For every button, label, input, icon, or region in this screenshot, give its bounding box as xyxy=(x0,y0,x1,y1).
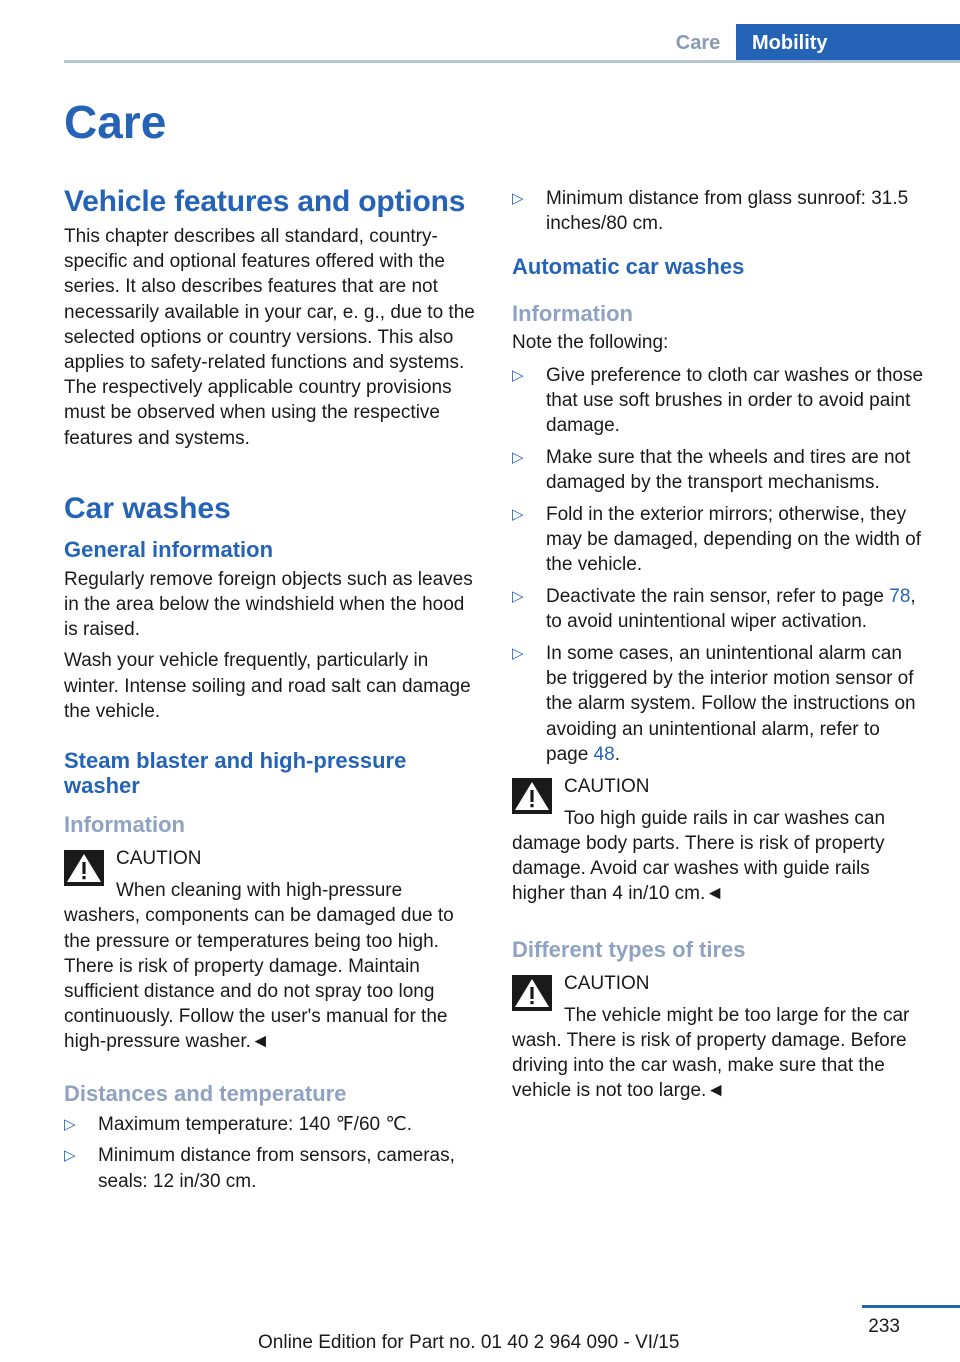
heading-information-2: Information xyxy=(512,301,633,327)
triangle-bullet-icon: ▷ xyxy=(512,588,524,606)
tab-care[interactable]: Care xyxy=(660,24,736,62)
triangle-bullet-icon: ▷ xyxy=(512,190,524,207)
header-rule xyxy=(64,60,960,63)
page-title: Care xyxy=(64,96,167,148)
link-page-78[interactable]: 78 xyxy=(889,586,911,608)
tab-mobility[interactable]: Mobility xyxy=(736,24,960,62)
caution-body-2: Too high guide rails in car washes can damage body parts. There is risk of property damage. Avoid car washes with guide rails higher than 4 in/10 cm.◄ xyxy=(512,807,886,905)
heading-vehicle-features: Vehicle features and options xyxy=(64,185,466,218)
warning-triangle-icon xyxy=(64,850,104,886)
link-page-48[interactable]: 48 xyxy=(593,743,615,765)
caution-title-3: CAUTION xyxy=(564,972,650,994)
triangle-bullet-icon: ▷ xyxy=(512,366,524,384)
caution-box-high-pressure xyxy=(64,846,478,1055)
left-column xyxy=(64,180,478,1200)
list-item: ▷ In some cases, an unintentional alarm can be triggered by the interior motion sensor of the alarm system. Follow the instructions on avoiding an unintentional alarm, refer to page 48. xyxy=(512,643,916,765)
distance-list xyxy=(64,1112,478,1194)
list-item: ▷ Make sure that the wheels and tires are not damaged by the transport mechanisms. xyxy=(512,446,911,494)
footer-rule xyxy=(862,1305,960,1308)
list-item: ▷ Give preference to cloth car washes or those that use soft brushes in order to avoid paint damage. xyxy=(512,364,924,437)
warning-triangle-icon xyxy=(512,975,552,1011)
triangle-bullet-icon: ▷ xyxy=(64,1115,76,1133)
sunroof-list xyxy=(512,186,926,236)
footer-edition: Online Edition for Part no. 01 40 2 964 090 - VI/15 xyxy=(258,1332,680,1353)
triangle-bullet-icon: ▷ xyxy=(64,1147,76,1165)
paragraph-general-1: Regularly remove foreign objects such as leaves in the area below the windshield when the hood is raised. xyxy=(64,568,473,641)
triangle-bullet-icon: ▷ xyxy=(512,448,524,466)
heading-information-1: Information xyxy=(64,812,185,838)
caution-box-vehicle-size xyxy=(512,971,926,1104)
paragraph-features: This chapter describes all standard, country-specific and optional features offered with the series. It also describes features that are not necessarily available in your car, e. g., due to the selected options or country versions. This also applies to safety-related functions and systems. The respectively applicable country provisions must be observed when using the respective features and systems. xyxy=(64,226,475,449)
caution-title-1: CAUTION xyxy=(116,848,202,870)
triangle-bullet-icon: ▷ xyxy=(512,645,524,663)
caution-body-1: When cleaning with high-pressure washers, components can be damaged due to the pressure or temperatures being too high. There is risk of property damage. Maintain sufficient distance and do not spray too long continuously. Follow the user's manual for the high-pressure washer.◄ xyxy=(64,880,454,1053)
caution-title-2: CAUTION xyxy=(564,775,650,797)
caution-box-guide-rails xyxy=(512,774,926,907)
page-number: 233 xyxy=(868,1316,900,1337)
caution-body-3: The vehicle might be too large for the car wash. There is risk of property damage. Before driving into the car wash, make sure that the vehicle is not too large.◄ xyxy=(512,1004,910,1102)
list-item: ▷ Maximum temperature: 140 ℉/60 ℃. xyxy=(64,1112,478,1137)
heading-car-washes: Car washes xyxy=(64,491,231,525)
heading-different-tires: Different types of tires xyxy=(512,936,746,962)
list-item: ▷ Minimum distance from sensors, cameras, seals: 12 in/30 cm. xyxy=(64,1145,455,1192)
list-item: ▷ Minimum distance from glass sunroof: 31.5 inches/80 cm. xyxy=(512,188,909,235)
triangle-bullet-icon: ▷ xyxy=(512,505,524,523)
heading-steam-blaster: Steam blaster and high-pressure washer xyxy=(64,748,407,799)
list-item: ▷ Fold in the exterior mirrors; otherwise, they may be damaged, depending on the width of the vehicle. xyxy=(512,503,921,576)
list-item: ▷ Deactivate the rain sensor, refer to page 78, to avoid unintentional wiper activation. xyxy=(512,586,916,633)
warning-triangle-icon xyxy=(512,778,552,814)
heading-general-information: General information xyxy=(64,536,274,562)
paragraph-note: Note the following: xyxy=(512,332,669,354)
right-column xyxy=(512,186,926,1104)
heading-distances-temperature: Distances and temperature xyxy=(64,1080,347,1106)
chapter-tabs xyxy=(660,24,960,62)
paragraph-general-2: Wash your vehicle frequently, particularly in winter. Intense soiling and road salt can damage the vehicle. xyxy=(64,650,471,722)
heading-automatic-car-washes: Automatic car washes xyxy=(512,254,745,280)
car-wash-list xyxy=(512,363,926,767)
